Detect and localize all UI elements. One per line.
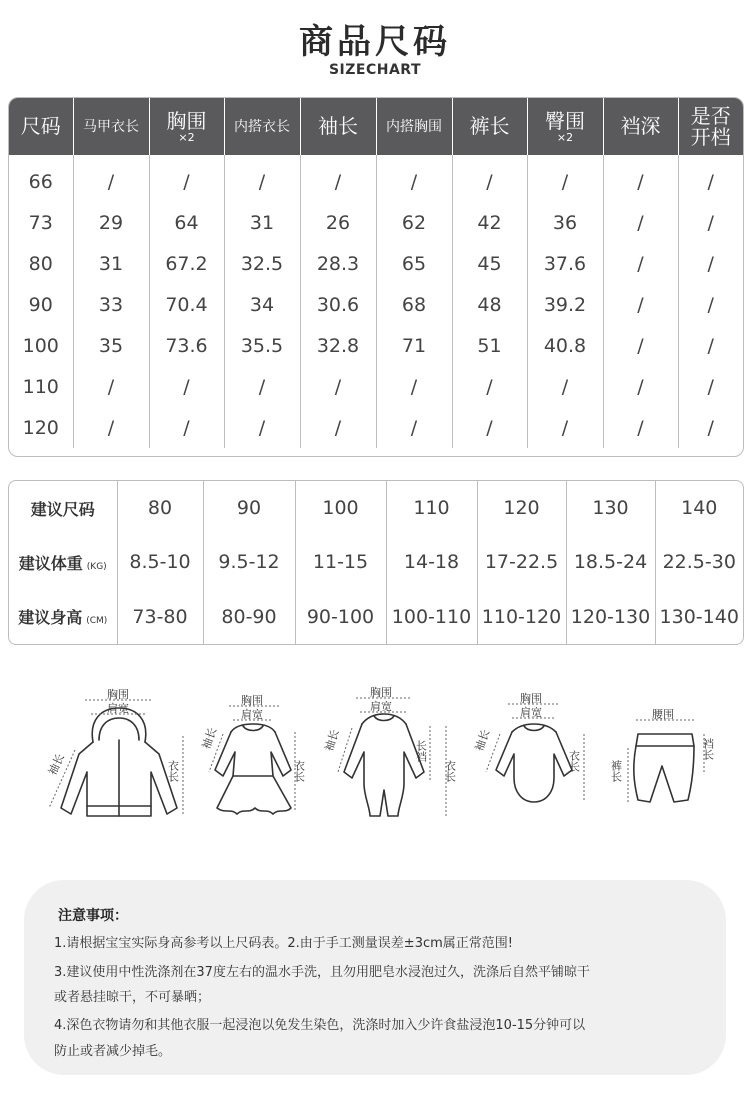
size-cell: / (678, 202, 743, 243)
size-header-label: 马甲衣长 (83, 119, 139, 136)
size-cell: / (603, 155, 678, 202)
size-cell-label: 90 (28, 293, 53, 316)
size-cell: 36 (527, 202, 603, 243)
shoulder-label-2: 肩宽 (241, 708, 263, 721)
recommend-cell: 73-80 (117, 590, 203, 644)
chest-label-2: 胸围 (241, 694, 263, 707)
size-cell: 65 (376, 243, 452, 284)
size-cell: / (452, 366, 527, 407)
size-cell: 35 (73, 325, 149, 366)
size-cell: 40.8 (527, 325, 603, 366)
notes-title: 注意事项： (58, 908, 128, 924)
notes-line: 3.建议使用中性洗涤剂在37度左右的温水手洗，且勿用肥皂水浸泡过久，洗涤后自然平铺晾干 (54, 965, 590, 980)
size-cell: / (678, 155, 743, 202)
size-row (9, 366, 743, 407)
recommend-cell: 120-130 (566, 590, 655, 644)
size-header-cell (224, 98, 300, 155)
size-cell: / (603, 284, 678, 325)
shoulder-label-3: 肩宽 (370, 700, 392, 713)
size-cell: / (603, 243, 678, 284)
size-cell: 30.6 (300, 284, 376, 325)
recommend-cell: 80 (117, 481, 203, 535)
size-header-cell (149, 98, 224, 155)
size-cell: / (73, 407, 149, 448)
size-cell: / (224, 155, 300, 202)
recommend-cell: 100 (295, 481, 386, 535)
size-header-cell (376, 98, 452, 155)
size-cell-label: 73 (28, 211, 53, 234)
recommend-label-cell (9, 481, 117, 535)
size-cell: 64 (149, 202, 224, 243)
size-cell: / (603, 366, 678, 407)
recommend-cell: 14-18 (386, 535, 477, 589)
size-cell: / (224, 366, 300, 407)
size-header-cell (452, 98, 527, 155)
size-row (9, 155, 743, 202)
recommend-label-cell (9, 590, 117, 644)
size-cell-label: 100 (22, 334, 59, 357)
size-cell: / (224, 407, 300, 448)
size-header-row (9, 98, 743, 155)
size-cell: 34 (224, 284, 300, 325)
length-label-2: 衣长 (292, 760, 306, 782)
shoulder-label: 肩宽 (107, 702, 129, 715)
recommend-cell: 90-100 (295, 590, 386, 644)
recommend-cell: 17-22.5 (477, 535, 566, 589)
size-cell: / (376, 155, 452, 202)
notes-line: 4.深色衣物请勿和其他衣服一起浸泡以免发生染色，洗涤时加入少许食盐浸泡10-15分钟可以 (54, 1018, 586, 1033)
size-cell: / (678, 366, 743, 407)
size-cell: / (300, 155, 376, 202)
measurement-diagrams (0, 680, 750, 830)
size-cell: / (300, 407, 376, 448)
recommendation-table (8, 480, 744, 645)
sleeve-label-4: 袖长 (472, 727, 493, 754)
size-row (9, 284, 743, 325)
length-label-4: 衣长 (567, 750, 581, 772)
size-cell: 28.3 (300, 243, 376, 284)
size-cell: / (527, 407, 603, 448)
size-header-label: 胸围 (166, 108, 207, 133)
crotch-label-3: 长裆 (414, 740, 428, 762)
size-header-label: 是否 (690, 103, 731, 128)
size-header-cell (73, 98, 149, 155)
recommend-label: 建议身高 (18, 608, 83, 628)
recommend-row (9, 590, 743, 644)
size-cell: 29 (73, 202, 149, 243)
recommend-row (9, 535, 743, 589)
size-cell: 73.6 (149, 325, 224, 366)
recommend-cell: 110-120 (477, 590, 566, 644)
size-cell: / (527, 366, 603, 407)
size-header-label: 内搭胸围 (386, 119, 442, 136)
size-cell: / (300, 366, 376, 407)
size-row (9, 325, 743, 366)
sleeve-label-3: 袖长 (322, 727, 342, 753)
recommend-cell: 140 (655, 481, 743, 535)
recommend-cell: 130-140 (655, 590, 743, 644)
jacket-diagram (35, 680, 195, 830)
recommend-cell: 18.5-24 (566, 535, 655, 589)
size-header-label: 裤长 (469, 114, 510, 138)
size-header-cell (300, 98, 376, 155)
size-cell: / (603, 202, 678, 243)
notes-panel (24, 880, 726, 1075)
size-cell: / (149, 407, 224, 448)
size-row (9, 243, 743, 284)
size-cell: 31 (73, 243, 149, 284)
size-cell: / (73, 155, 149, 202)
size-cell: / (678, 407, 743, 448)
size-cell: 70.4 (149, 284, 224, 325)
waist-label: 腰围 (652, 708, 674, 721)
size-header-cell (9, 98, 73, 155)
recommend-cell: 22.5-30 (655, 535, 743, 589)
size-cell: / (603, 407, 678, 448)
size-cell: / (527, 155, 603, 202)
size-cell: 32.8 (300, 325, 376, 366)
size-cell: / (73, 366, 149, 407)
romper-diagram (318, 680, 468, 830)
recommend-label-cell (9, 535, 117, 589)
size-cell: / (603, 325, 678, 366)
size-header-label: 尺码 (20, 114, 61, 138)
size-row (9, 202, 743, 243)
size-cell: 45 (452, 243, 527, 284)
size-cell: / (452, 407, 527, 448)
size-chart-table (8, 97, 744, 457)
size-cell-label: 66 (28, 170, 53, 193)
size-cell: 33 (73, 284, 149, 325)
size-cell: 48 (452, 284, 527, 325)
size-cell: / (678, 284, 743, 325)
size-cell: 68 (376, 284, 452, 325)
bodysuit-diagram (470, 680, 605, 830)
shoulder-label-4: 肩宽 (520, 706, 542, 719)
recommend-label: 建议尺码 (30, 499, 95, 519)
size-header-label: 臀围 (545, 108, 585, 133)
sleeve-label: 袖长 (45, 751, 68, 778)
recommend-cell: 120 (477, 481, 566, 535)
size-cell: 32.5 (224, 243, 300, 284)
sleeve-label-2: 袖长 (199, 725, 220, 752)
size-cell: 26 (300, 202, 376, 243)
size-header-label: 内搭衣长 (234, 119, 290, 136)
size-cell: / (376, 366, 452, 407)
size-header-label: 裆深 (620, 114, 661, 138)
recommend-cell: 90 (203, 481, 295, 535)
size-cell: / (376, 407, 452, 448)
size-cell: / (678, 325, 743, 366)
size-cell-label: 120 (22, 416, 59, 439)
size-cell: 37.6 (527, 243, 603, 284)
recommend-unit: (KG) (86, 561, 107, 572)
chest-label-4: 胸围 (520, 692, 542, 705)
size-cell: / (452, 155, 527, 202)
size-cell: / (678, 243, 743, 284)
size-header-cell (678, 98, 743, 155)
page-subtitle: SIZECHART (328, 62, 422, 78)
pants-diagram (608, 680, 728, 830)
recommend-cell: 130 (566, 481, 655, 535)
notes-line: 或者悬挂晾干，不可暴晒； (54, 990, 211, 1005)
pants-crotch-label: 裆长 (701, 738, 715, 760)
size-header-label: 袖长 (318, 114, 358, 138)
recommend-cell: 11-15 (295, 535, 386, 589)
recommend-unit: (CM) (86, 616, 108, 627)
size-cell: 39.2 (527, 284, 603, 325)
size-cell: 51 (452, 325, 527, 366)
recommend-cell: 110 (386, 481, 477, 535)
recommend-cell: 80-90 (203, 590, 295, 644)
length-label-3: 衣长 (443, 760, 457, 782)
notes-line: 防止或者减少掉毛。 (54, 1044, 172, 1059)
dress-diagram (195, 680, 315, 830)
size-cell: 35.5 (224, 325, 300, 366)
recommend-cell: 9.5-12 (203, 535, 295, 589)
size-row (9, 407, 743, 448)
size-cell: 62 (376, 202, 452, 243)
chest-label: 胸围 (107, 688, 129, 701)
chest-label-3: 胸围 (370, 686, 392, 699)
size-cell: / (149, 366, 224, 407)
page-title: 商品尺码 (299, 22, 451, 62)
recommend-cell: 8.5-10 (117, 535, 203, 589)
recommend-row (9, 481, 743, 535)
size-header-cell (603, 98, 678, 155)
pants-length-label: 裤长 (609, 760, 623, 782)
size-cell: 31 (224, 202, 300, 243)
size-cell-label: 110 (22, 375, 59, 398)
length-label: 衣长 (166, 760, 180, 782)
size-cell: / (149, 155, 224, 202)
size-cell: 71 (376, 325, 452, 366)
size-header-sub: ×2 (178, 130, 195, 144)
notes-line: 1.请根据宝宝实际身高参考以上尺码表。2.由于手工测量误差±3cm属正常范围! (54, 936, 513, 951)
size-header-sub: ×2 (556, 130, 574, 144)
size-cell: 67.2 (149, 243, 224, 284)
size-cell: 42 (452, 202, 527, 243)
size-cell-label: 80 (28, 252, 53, 275)
size-header-label: 开档 (690, 124, 731, 149)
recommend-label: 建议体重 (18, 553, 83, 573)
size-header-cell (527, 98, 603, 155)
recommend-cell: 100-110 (386, 590, 477, 644)
